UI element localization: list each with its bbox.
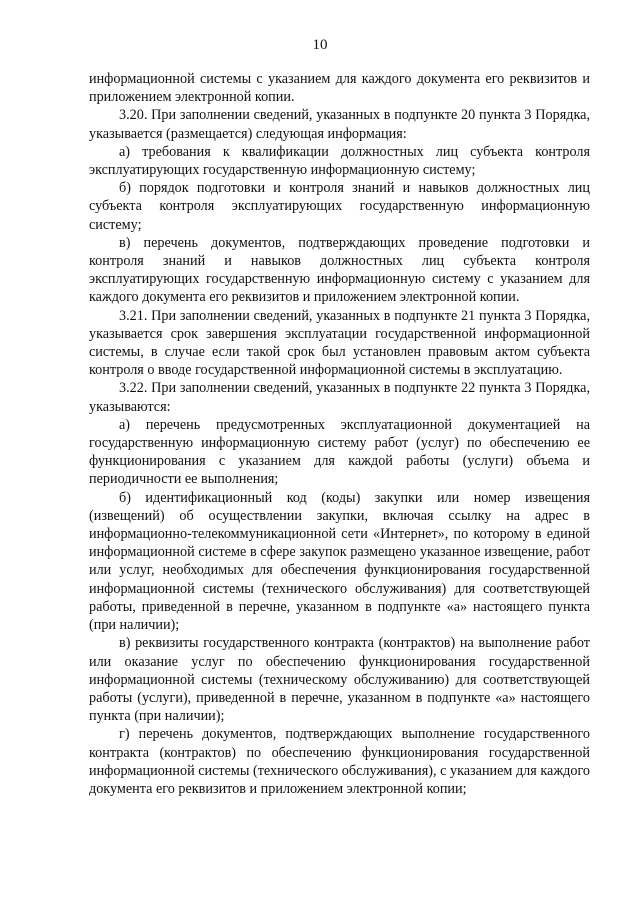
paragraph-3-21: 3.21. При заполнении сведений, указанных в подпункте 21 пункта 3 Порядка, указывается срок завершения эксплуатации государственной информационной системы, в случае если такой срок был установлен правовым актом субъекта контроля о вводе государственной информационной системы в эксплуатацию. [89,307,590,379]
paragraph-3-20-v: в) перечень документов, подтверждающих проведение подготовки и контроля знаний и навыков должностных лиц субъекта контроля эксплуатирующих государственную информационную систему с указанием для каждого документа его реквизитов и приложением электронной копии. [89,234,590,306]
paragraph-3-22-b: б) идентификационный код (коды) закупки или номер извещения (извещений) об осуществлении закупки, включая ссылку на адрес в информационно-телекоммуникационной сети «Интернет», по которому в единой информационной системе в сфере закупок размещено указанное извещение, работ или услуг, необходимых для обеспечения функционирования государственной информационной системы (технического обслуживания) для соответствующей работы, приведенной в перечне, указанном в подпункте «а» настоящего пункта (при наличии); [89,489,590,634]
paragraph-continuation: информационной системы с указанием для каждого документа его реквизитов и приложением электронной копии. [89,71,590,106]
paragraph-3-22: 3.22. При заполнении сведений, указанных в подпункте 22 пункта 3 Порядка, указываются: [89,380,590,415]
paragraph-3-20: 3.20. При заполнении сведений, указанных в подпункте 20 пункта 3 Порядка, указывается (размещается) следующая информация: [89,107,590,142]
body-text [89,70,590,798]
paragraph-3-22-v: в) реквизиты государственного контракта (контрактов) на выполнение работ или оказание услуг по обеспечению функционирования государственной информационной системы (техническому обслуживанию) для соответствующей работы (услуги), приведенной в перечне, указанном в подпункте «а» настоящего пункта (при наличии); [89,635,590,725]
paragraph-3-20-a: а) требования к квалификации должностных лиц субъекта контроля эксплуатирующих государственную информационную систему; [89,143,590,179]
page-number: 10 [312,37,328,53]
paragraph-3-22-g: г) перечень документов, подтверждающих выполнение государственного контракта (контрактов) по обеспечению функционирования государственной информационной системы (технического обслуживания), с указанием для каждого документа его реквизитов и приложением электронной копии; [89,726,590,797]
paragraph-3-20-b: б) порядок подготовки и контроля знаний и навыков должностных лиц субъекта контроля эксплуатирующих государственную информационную систему; [89,180,590,233]
paragraph-3-22-a: а) перечень предусмотренных эксплуатационной документацией на государственную информационную систему работ (услуг) по обеспечению ее функционирования с указанием для каждой работы (услуги) объема и периодичности ее выполнения; [89,416,590,488]
